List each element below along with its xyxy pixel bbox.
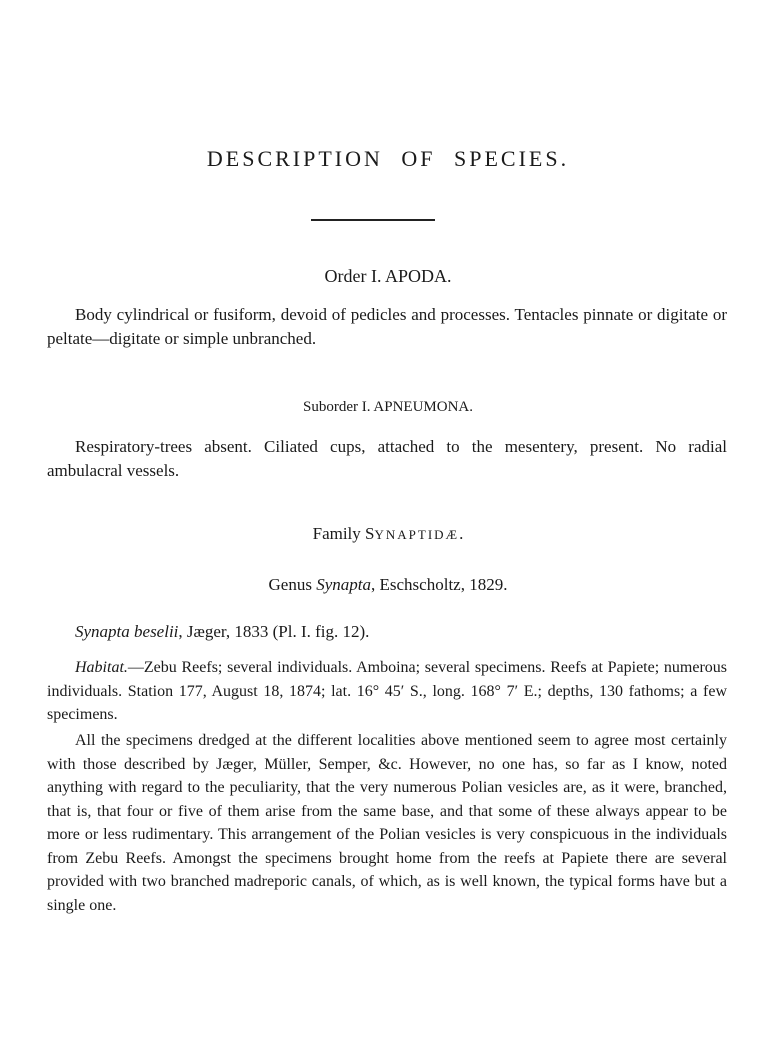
habitat-label: Habitat. — [75, 659, 128, 676]
species-name: Synapta beselii — [75, 622, 179, 641]
genus-authority: , Eschscholtz, 1829. — [371, 575, 508, 594]
family-name-initial: S — [365, 524, 375, 543]
body-paragraph: All the specimens dredged at the different localities above mentioned seem to agree most certainly with those described by Jæger, Müller, Semper, &c. However, no one has, so far as I know, noted anything with regard to the peculiarity, that the very numerous Polian vesicles are, as it were, branched, that is, that four or five of them arise from the same base, and that some of these always appear to be more or less rudimentary. This arrangement of the Polian vesicles is very conspicuous in the individuals from Zebu Reefs. Amongst the specimens brought home from the reefs at Papiete there are several provided with two branched madreporic canals, of which, as is well known, the typical forms have but a single one. — [47, 732, 727, 914]
suborder-description: Respiratory-trees absent. Ciliated cups, attached to the mesentery, present. No radial ambulacral vessels. — [47, 437, 727, 480]
title-divider — [311, 219, 435, 221]
species-heading — [75, 622, 369, 642]
order-description: Body cylindrical or fusiform, devoid of pedicles and processes. Tentacles pinnate or digitate or peltate—digitate or simple unbranched. — [47, 305, 727, 348]
habitat-text: —Zebu Reefs; several individuals. Amboina; several specimens. Reefs at Papiete; numerous individuals. Station 177, August 18, 1874; lat. 16° 45′ S., long. 168° 7′ E.; depths, 130 fathoms; a few specimens. — [47, 659, 727, 723]
suborder-heading: Suborder I. APNEUMONA. — [303, 399, 473, 415]
family-suffix: . — [459, 524, 464, 543]
genus-name: Synapta — [316, 575, 372, 594]
genus-heading — [0, 575, 776, 595]
family-name-rest: YNAPTIDÆ — [374, 527, 460, 542]
order-heading: Order I. APODA. — [324, 266, 452, 286]
page-title: DESCRIPTION OF SPECIES. — [206, 146, 570, 171]
family-heading — [0, 524, 776, 544]
family-prefix: Family — [312, 524, 366, 543]
genus-prefix: Genus — [268, 575, 317, 594]
species-authority: , Jæger, 1833 (Pl. I. fig. 12). — [178, 622, 370, 641]
habitat-paragraph — [47, 656, 727, 727]
